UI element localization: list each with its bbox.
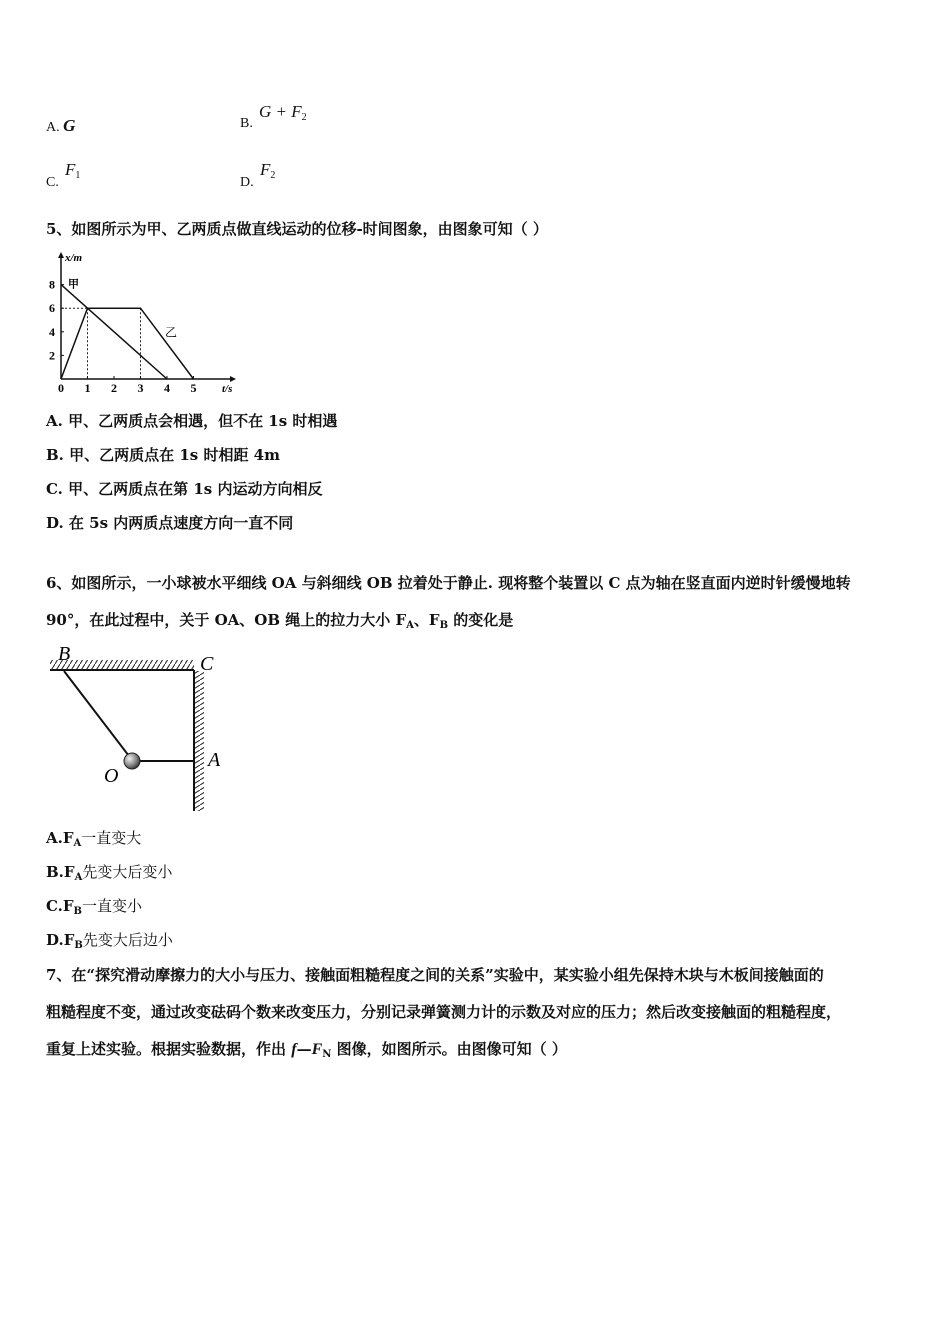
- q6-option-d-prefix: D.F: [46, 931, 75, 949]
- q4-option-b-main: G + F: [259, 102, 302, 121]
- ceiling-hatch: [50, 660, 194, 669]
- q6-stem-sep: 、F: [413, 611, 440, 629]
- q6-option-c-sub: B: [73, 906, 82, 917]
- q6-stem-line2: [46, 610, 513, 636]
- label-o: O: [104, 765, 119, 787]
- q5-option-a: A. 甲、乙两质点会相遇，但不在 1s 时相遇: [46, 412, 338, 430]
- wall-hatch: [195, 671, 204, 811]
- q4-option-c-sub: 1: [75, 170, 81, 181]
- q5-x-tick-label: 1: [84, 381, 91, 395]
- q6-option-c: [46, 896, 142, 922]
- q5-x-tick-label: 2: [111, 381, 117, 395]
- q4-option-d-main: F: [260, 160, 271, 179]
- q6-option-b-prefix: B.F: [46, 863, 75, 881]
- q5-y-tick-label: 2: [49, 348, 55, 363]
- q7-line3: [46, 1039, 567, 1065]
- q5-y-tick-label: 6: [49, 301, 55, 316]
- q4-option-a-label: A.: [46, 120, 60, 135]
- q7-line3-f: f: [291, 1041, 297, 1058]
- q5-x-axis-label: t/s: [222, 383, 233, 395]
- q5-x-tick-label: 0: [58, 381, 64, 395]
- q4-option-d-value: [260, 160, 275, 181]
- q7-line2: 粗糙程度不变，通过改变砝码个数来改变压力，分别记录弹簧测力计的示数及对应的压力；然后改变接触面的粗糙程度，: [46, 1003, 842, 1021]
- q6-stem-line2-main: 90°，在此过程中，关于 OA、OB 绳上的拉力大小 F: [46, 611, 407, 629]
- q6-option-b-sub: A: [74, 872, 83, 883]
- q7-line1: 7、在“探究滑动摩擦力的大小与压力、接触面粗糙程度之间的关系”实验中，某实验小组先保持木块与木板间接触面的: [46, 966, 824, 984]
- q6-pendulum-figure: [40, 640, 240, 820]
- q6-option-a-text: 一直变大: [81, 829, 142, 847]
- q6-option-a-prefix: A.F: [46, 829, 74, 847]
- q5-stem: 5、如图所示为甲、乙两质点做直线运动的位移-时间图象，由图象可知（ ）: [46, 220, 548, 238]
- q7-line3-F: F: [311, 1041, 323, 1058]
- q6-option-a: [46, 828, 141, 854]
- q4-option-b-value: [259, 102, 307, 123]
- q7-line3-dash: —: [296, 1040, 312, 1058]
- q4-option-c-main: F: [65, 160, 76, 179]
- q4-option-d-sub: 2: [270, 170, 276, 181]
- q5-gridlines: [61, 308, 141, 379]
- q7-line3-end: 图像，如图所示。由图像可知（ ）: [331, 1040, 567, 1058]
- q6-option-b: [46, 862, 172, 888]
- q6-stem-sub-a: A: [406, 620, 414, 631]
- q7-line3-sub: N: [322, 1049, 332, 1060]
- q4-option-c-value: [65, 160, 80, 181]
- q4-option-a: [46, 116, 75, 136]
- label-b: B: [58, 643, 71, 665]
- q5-option-b: B. 甲、乙两质点在 1s 时相距 4m: [46, 446, 280, 464]
- q4-option-b-sub: 2: [301, 112, 307, 123]
- q5-x-tick-label: 3: [137, 381, 144, 395]
- q4-option-d-label: D.: [240, 175, 254, 190]
- q5-xt-graph: [40, 250, 250, 398]
- q5-option-d: D. 在 5s 内两质点速度方向一直不同: [46, 514, 294, 532]
- q6-option-b-text: 先变大后变小: [82, 863, 173, 881]
- q6-stem-end: 的变化是: [448, 611, 514, 629]
- q5-x-tick-label: 5: [190, 381, 197, 395]
- q7-line3-start: 重复上述实验。根据实验数据，作出: [46, 1040, 292, 1058]
- q5-x-axis-arrow: [230, 376, 236, 382]
- string-ob: [64, 671, 132, 760]
- q5-y-tick-label: 4: [49, 324, 55, 339]
- q5-y-axis-arrow: [58, 252, 64, 258]
- q5-y-axis-label: x/m: [65, 252, 83, 264]
- q4-option-c-label: C.: [46, 175, 59, 190]
- q5-x-tick-label: 4: [164, 381, 170, 395]
- label-a: A: [208, 749, 221, 771]
- q5-label-yi: 乙: [165, 325, 178, 340]
- q5-option-c: C. 甲、乙两质点在第 1s 内运动方向相反: [46, 480, 323, 498]
- q5-y-tick-label: 8: [49, 277, 55, 292]
- q6-option-c-prefix: C.F: [46, 897, 74, 915]
- label-c: C: [200, 653, 214, 675]
- q4-option-b-label: B.: [240, 116, 253, 131]
- q6-option-d: [46, 930, 173, 956]
- q4-option-a-value: G: [63, 116, 76, 135]
- q6-stem-sub-b: B: [439, 620, 449, 631]
- q6-option-c-text: 一直变小: [82, 897, 143, 915]
- q6-stem-line1: 6、如图所示，一小球被水平细线 OA 与斜细线 OB 拉着处于静止. 现将整个装置以 C 点为轴在竖直面内逆时针缓慢地转: [46, 574, 851, 592]
- q6-option-d-text: 先变大后边小: [82, 931, 173, 949]
- q6-option-d-sub: B: [74, 940, 83, 951]
- q5-series-jia: [61, 285, 167, 379]
- ball: [124, 753, 140, 769]
- q6-option-a-sub: A: [73, 838, 82, 849]
- q5-label-jia: 甲: [68, 278, 79, 291]
